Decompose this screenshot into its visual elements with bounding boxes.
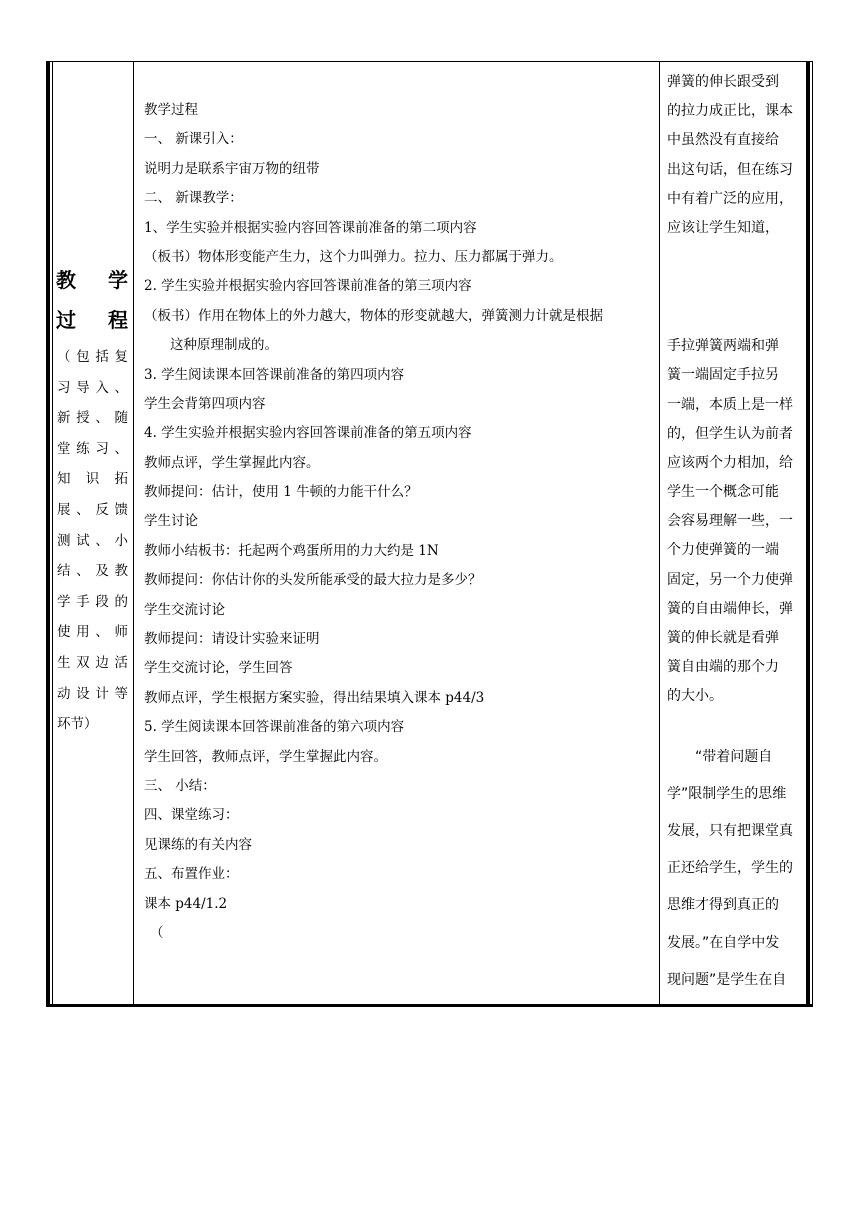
process-line: 3. 学生阅读课本回答课前准备的第四项内容	[144, 366, 405, 383]
notes-line: 中有着广泛的应用，	[667, 190, 793, 207]
process-line: 教学过程	[144, 102, 198, 118]
section-desc-line: 使用、师	[57, 624, 128, 641]
notes-line: 学”限制学生的思维	[667, 785, 787, 802]
process-line: 教师提问：估计，使用 1 牛顿的力能干什么？	[144, 484, 418, 501]
process-line: （板书）物体形变能产生力，这个力叫弹力。拉力、压力都属于弹力。	[144, 248, 563, 265]
process-line: 学生交流讨论	[144, 601, 225, 618]
notes-line: 现问题”是学生在自	[667, 971, 787, 988]
process-line: （板书）作用在物体上的外力越大，物体的形变就越大，弹簧测力计就是根据	[144, 307, 603, 324]
process-line: 教师小结板书：托起两个鸡蛋所用的力大约是 1N	[144, 542, 439, 559]
process-line: 学生讨论	[144, 513, 198, 530]
column-divider-1	[133, 61, 134, 1007]
section-label-cell	[54, 258, 132, 740]
notes-line: 出这句话，但在练习	[667, 161, 793, 178]
notes-line: 的大小。	[667, 688, 723, 705]
process-line: 教师点评，学生掌握此内容。	[144, 454, 320, 471]
notes-line: 簧一端固定手拉另	[667, 367, 779, 384]
process-line: 2. 学生实验并根据实验内容回答课前准备的第三项内容	[144, 278, 472, 295]
process-line: 学生回答，教师点评，学生掌握此内容。	[144, 748, 387, 765]
process-line: 5. 学生阅读课本回答课前准备的第六项内容	[144, 719, 405, 736]
notes-line: 簧自由端的那个力	[667, 659, 779, 676]
section-desc-line: （包括复	[57, 349, 128, 365]
section-desc-line: 知识拓	[57, 471, 128, 488]
process-line: 见课练的有关内容	[144, 836, 252, 853]
notes-line: 应该两个力相加，给	[667, 454, 793, 471]
process-line: 一、 新课引入：	[144, 131, 243, 148]
process-line: 这种原理制成的。	[170, 337, 278, 354]
lesson-process-cell	[144, 96, 654, 948]
section-desc-line: 习导入、	[57, 379, 128, 396]
process-line: 1、学生实验并根据实验内容回答课前准备的第二项内容	[144, 219, 477, 236]
process-line: 三、 小结：	[144, 777, 216, 794]
process-line: 教师提问：请设计实验来证明	[144, 631, 320, 648]
title-char: 过	[56, 307, 76, 332]
section-desc-line: 学手段的	[57, 593, 128, 610]
process-line: 说明力是联系宇宙万物的纽带	[144, 160, 320, 177]
notes-block-1	[667, 68, 803, 243]
section-desc-line: 新授、随	[57, 410, 128, 427]
design-notes-cell	[667, 68, 803, 995]
table-left-inner-border	[52, 61, 53, 1007]
section-desc-line: 动设计等	[57, 685, 128, 702]
notes-line: 一端，本质上是一样	[667, 396, 793, 413]
notes-line: 簧的自由端伸长，弹	[667, 600, 793, 617]
process-line: 4. 学生实验并根据实验内容回答课前准备的第五项内容	[144, 425, 472, 442]
notes-line: 思维才得到真正的	[667, 897, 779, 914]
notes-line: 会容易理解一些，一	[667, 513, 793, 530]
process-line: 学生会背第四项内容	[144, 395, 266, 412]
section-title-line2	[54, 298, 132, 338]
process-line: 二、 新课教学：	[144, 190, 243, 207]
table-right-border	[806, 61, 810, 1007]
notes-line: 弹簧的伸长跟受到	[667, 74, 779, 90]
section-desc-line: 展、反馈	[57, 501, 128, 518]
title-char: 程	[108, 307, 128, 332]
section-title-line1	[54, 258, 132, 298]
table-left-border	[46, 61, 50, 1007]
notes-line: 学生一个概念可能	[667, 484, 779, 501]
notes-line: 簧的伸长就是看弹	[667, 630, 779, 646]
process-line: 五、布置作业：	[144, 866, 239, 883]
notes-block-2	[667, 332, 803, 711]
title-char: 教	[56, 267, 76, 292]
notes-line: 个力使弹簧的一端	[667, 542, 779, 559]
section-desc-line: 结、及教	[57, 563, 128, 580]
process-line: 教师点评，学生根据方案实验，得出结果填入课本 p44/3	[144, 689, 485, 706]
table-right-outer-border	[812, 61, 813, 1007]
section-desc-line: 环节）	[57, 716, 98, 733]
process-line: 四、课堂练习：	[144, 807, 239, 824]
section-desc-line: 生双边活	[57, 654, 128, 671]
notes-line: 中虽然没有直接给	[667, 132, 779, 149]
notes-block-3	[667, 743, 803, 995]
notes-line: 手拉弹簧两端和弹	[667, 338, 779, 355]
process-line: 教师提问：你估计你的头发所能承受的最大拉力是多少？	[144, 572, 482, 589]
column-divider-2	[659, 61, 660, 1007]
notes-line: 正还给学生，学生的	[667, 860, 793, 877]
title-char: 学	[108, 267, 128, 292]
section-desc-line: 测试、小	[57, 532, 128, 549]
notes-line: 的拉力成正比，课本	[667, 103, 793, 120]
table-top-border	[46, 61, 813, 62]
notes-line: 应该让学生知道，	[667, 219, 779, 236]
notes-line: 发展，只有把课堂真	[667, 822, 793, 839]
notes-line: 发展。”在自学中发	[667, 934, 780, 951]
process-line: 学生交流讨论，学生回答	[144, 660, 293, 677]
process-line: （	[150, 924, 164, 941]
section-desc-line: 堂练习、	[57, 440, 128, 457]
notes-line: 的，但学生认为前者	[667, 425, 793, 442]
notes-line: “带着问题自	[695, 748, 773, 765]
notes-line: 固定，另一个力使弹	[667, 571, 793, 588]
process-line: 课本 p44/1.2	[144, 895, 228, 912]
table-bottom-border	[46, 1004, 813, 1007]
